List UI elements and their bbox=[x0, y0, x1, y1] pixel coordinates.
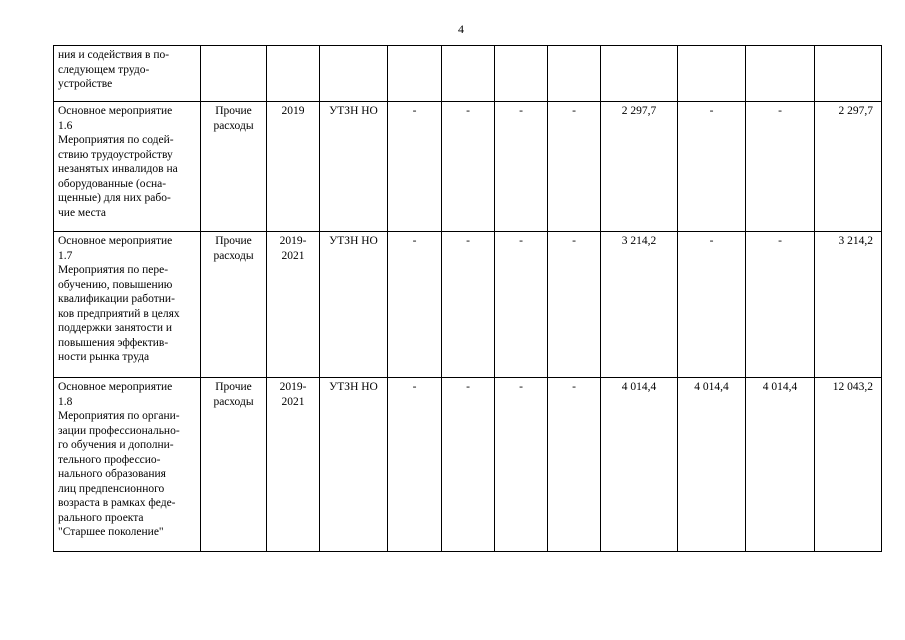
activity-description-cell bbox=[54, 46, 201, 102]
amount-cell: - bbox=[678, 232, 746, 378]
amount-cell: - bbox=[495, 102, 548, 232]
total-cell: 12 043,2 bbox=[815, 378, 882, 552]
description-line: рального проекта bbox=[58, 511, 144, 524]
amount-cell bbox=[495, 46, 548, 102]
amount-cell: - bbox=[388, 232, 442, 378]
amount-cell bbox=[548, 46, 601, 102]
activity-description-cell bbox=[54, 232, 201, 378]
expense-type-cell: Прочие расходы bbox=[201, 378, 267, 552]
table-row bbox=[54, 102, 882, 232]
year-cell: 2019-2021 bbox=[267, 232, 320, 378]
budget-table bbox=[53, 45, 882, 552]
description-line: чие места bbox=[58, 206, 106, 219]
amount-cell: 3 214,2 bbox=[601, 232, 678, 378]
description-line: 1.7 bbox=[58, 249, 73, 262]
year-cell: 2019 bbox=[267, 102, 320, 232]
description-line: Основное мероприятие bbox=[58, 235, 173, 247]
amount-cell: - bbox=[388, 102, 442, 232]
description-line: Мероприятия по органи- bbox=[58, 410, 180, 422]
description-line: Основное мероприятие bbox=[58, 381, 173, 393]
amount-cell: - bbox=[548, 378, 601, 552]
total-cell: 3 214,2 bbox=[815, 232, 882, 378]
description-line: го обучения и дополни- bbox=[58, 439, 174, 451]
description-line: Мероприятия по пере- bbox=[58, 264, 169, 276]
amount-cell: - bbox=[495, 232, 548, 378]
description-line: обучению, повышению bbox=[58, 278, 173, 291]
year-cell bbox=[267, 46, 320, 102]
amount-cell bbox=[388, 46, 442, 102]
amount-cell bbox=[601, 46, 678, 102]
description-line: ния и содействия в по- bbox=[58, 49, 170, 61]
amount-cell: 2 297,7 bbox=[601, 102, 678, 232]
amount-cell bbox=[746, 46, 815, 102]
description-line: 1.6 bbox=[58, 119, 73, 132]
amount-cell bbox=[678, 46, 746, 102]
description-line: лиц предпенсионного bbox=[58, 482, 165, 495]
description-line: тельного профессио- bbox=[58, 453, 161, 466]
description-line: незанятых инвалидов на bbox=[58, 163, 178, 175]
description-line: ности рынка труда bbox=[58, 351, 150, 363]
amount-cell: - bbox=[548, 232, 601, 378]
table-row bbox=[54, 46, 882, 102]
amount-cell: - bbox=[746, 232, 815, 378]
page-number: 4 bbox=[458, 22, 464, 36]
total-cell: 2 297,7 bbox=[815, 102, 882, 232]
amount-cell: 4 014,4 bbox=[601, 378, 678, 552]
amount-cell: - bbox=[548, 102, 601, 232]
description-line: Основное мероприятие bbox=[58, 105, 173, 117]
description-line: "Старшее поколение" bbox=[58, 526, 164, 538]
amount-cell: - bbox=[678, 102, 746, 232]
total-cell bbox=[815, 46, 882, 102]
description-line: квалификации работни- bbox=[58, 293, 175, 305]
description-line: повышения эффектив- bbox=[58, 336, 169, 349]
description-line: ствию трудоустройству bbox=[58, 148, 173, 161]
expense-type-cell bbox=[201, 46, 267, 102]
amount-cell: - bbox=[746, 102, 815, 232]
description-line: 1.8 bbox=[58, 395, 73, 408]
description-line: щенные) для них рабо- bbox=[58, 192, 171, 204]
description-line: следующем трудо- bbox=[58, 63, 150, 76]
executor-cell: УТЗН НО bbox=[320, 232, 388, 378]
table-row bbox=[54, 232, 882, 378]
expense-type-cell: Прочие расходы bbox=[201, 102, 267, 232]
amount-cell: - bbox=[442, 102, 495, 232]
executor-cell: УТЗН НО bbox=[320, 102, 388, 232]
executor-cell: УТЗН НО bbox=[320, 378, 388, 552]
amount-cell: - bbox=[388, 378, 442, 552]
amount-cell: 4 014,4 bbox=[746, 378, 815, 552]
description-line: оборудованные (осна- bbox=[58, 177, 167, 190]
amount-cell: - bbox=[442, 378, 495, 552]
activity-description-cell bbox=[54, 102, 201, 232]
table-body bbox=[54, 46, 882, 552]
year-cell: 2019-2021 bbox=[267, 378, 320, 552]
description-line: поддержки занятости и bbox=[58, 322, 173, 334]
table-row bbox=[54, 378, 882, 552]
description-line: зации профессионально- bbox=[58, 424, 180, 437]
amount-cell: - bbox=[495, 378, 548, 552]
description-line: возраста в рамках феде- bbox=[58, 497, 176, 509]
description-line: устройстве bbox=[58, 78, 113, 90]
amount-cell: - bbox=[442, 232, 495, 378]
expense-type-cell: Прочие расходы bbox=[201, 232, 267, 378]
description-line: Мероприятия по содей- bbox=[58, 134, 174, 146]
executor-cell bbox=[320, 46, 388, 102]
amount-cell bbox=[442, 46, 495, 102]
activity-description-cell bbox=[54, 378, 201, 552]
description-line: нального образования bbox=[58, 468, 166, 480]
description-line: ков предприятий в целях bbox=[58, 307, 180, 320]
amount-cell: 4 014,4 bbox=[678, 378, 746, 552]
